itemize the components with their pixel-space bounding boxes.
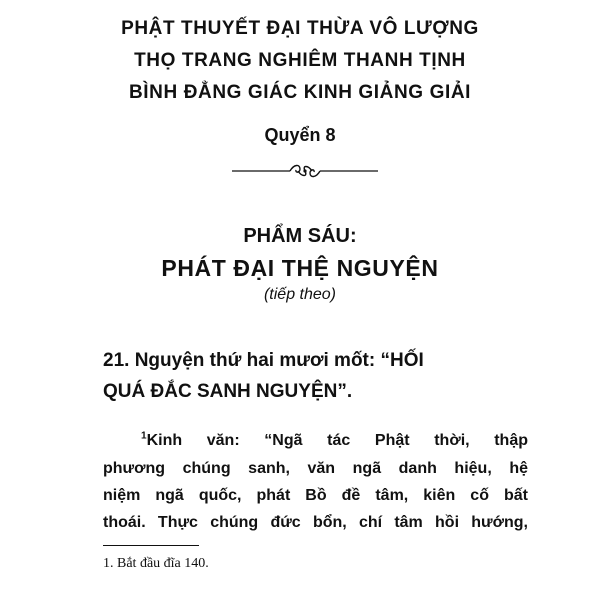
chapter-continued-note: (tiếp theo)	[263, 286, 337, 303]
body-line-4: thoái. Thực chúng đức bổn, chí tâm hồi hướng,	[103, 514, 528, 531]
section-heading-line-2: QUÁ ĐẮC SANH NGUYỆN”.	[103, 381, 353, 402]
footnote-divider	[103, 545, 199, 546]
ornament-divider-icon	[230, 160, 380, 182]
section-heading-line-1: 21. Nguyện thứ hai mươi mốt: “HỐI	[103, 350, 424, 371]
chapter-name: PHÁT ĐẠI THỆ NGUYỆN	[161, 255, 439, 281]
body-line-2: phương chúng sanh, văn ngã danh hiệu, hệ	[103, 460, 528, 477]
book-title-line-1: PHẬT THUYẾT ĐẠI THỪA VÔ LƯỢNG	[121, 18, 479, 39]
body-line-1-text: Kinh văn: “Ngã tác Phật thời, thập	[146, 432, 528, 449]
volume-label: Quyển 8	[264, 125, 336, 145]
footnote-text: 1. Bắt đầu đĩa 140.	[103, 556, 209, 571]
book-title-line-3: BÌNH ĐẲNG GIÁC KINH GIẢNG GIẢI	[128, 82, 472, 103]
book-title-line-2: THỌ TRANG NGHIÊM THANH TỊNH	[134, 50, 466, 71]
footnote-reference: 1	[141, 430, 147, 442]
body-line-1	[141, 432, 528, 450]
body-line-3: niệm ngã quốc, phát Bồ đề tâm, kiên cố bất	[103, 487, 528, 504]
chapter-label: PHẨM SÁU:	[243, 225, 357, 247]
